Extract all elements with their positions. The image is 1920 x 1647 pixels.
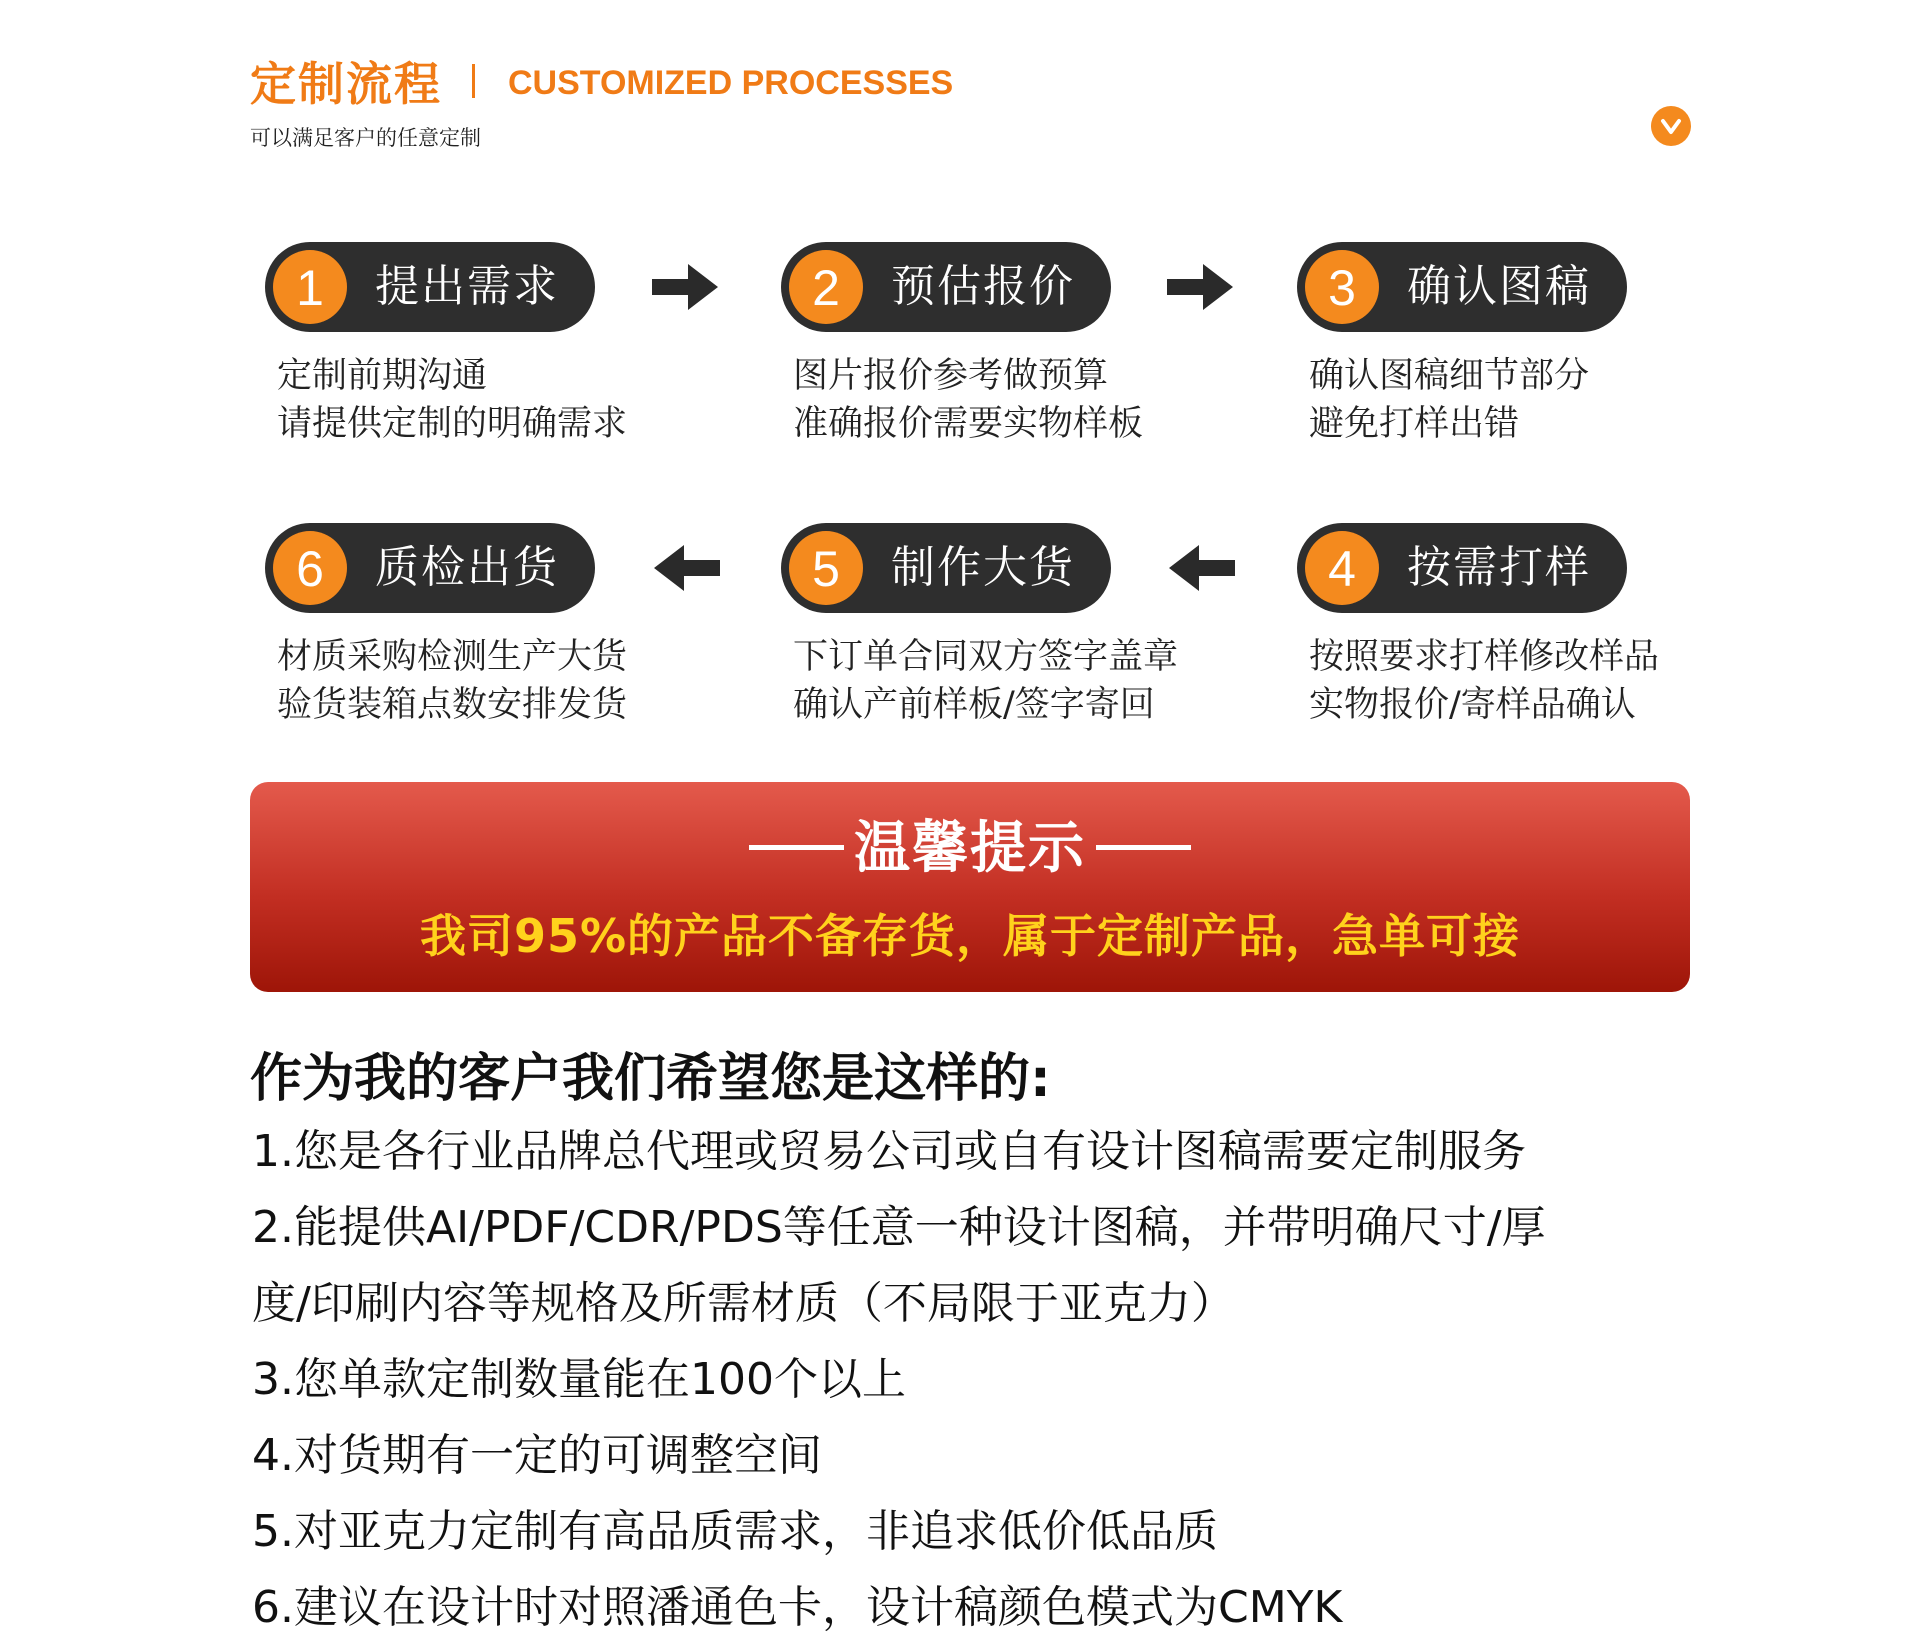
process-step-6 [265, 523, 645, 723]
step-pill [1297, 523, 1627, 613]
step-number: 4 [1305, 531, 1379, 605]
page-title-english: CUSTOMIZED PROCESSES [508, 64, 954, 102]
step-pill [1297, 242, 1627, 332]
arrow-left-icon [1167, 543, 1235, 593]
step-desc-line: 定制前期沟通 [277, 356, 488, 396]
step-desc-line: 避免打样出错 [1309, 404, 1520, 444]
step-desc-line: 实物报价/寄样品确认 [1309, 685, 1636, 725]
requirement-item: 1.您是各行业品牌总代理或贸易公司或自有设计图稿需要定制服务 [252, 1126, 1526, 1177]
step-number: 1 [273, 250, 347, 324]
step-description [1309, 633, 1659, 729]
process-step-5 [781, 523, 1179, 725]
step-desc-line: 请提供定制的明确需求 [277, 404, 628, 444]
section-header [250, 40, 1690, 160]
step-desc-line: 验货装箱点数安排发货 [277, 685, 628, 725]
step-pill [265, 242, 595, 332]
tip-title [250, 804, 1690, 884]
arrow-right-icon [652, 262, 720, 312]
step-desc-line: 下订单合同双方签字盖章 [793, 637, 1179, 677]
requirement-item: 3.您单款定制数量能在100个以上 [252, 1354, 906, 1405]
tip-title-text: 温馨提示 [854, 816, 1086, 881]
step-desc-line: 准确报价需要实物样板 [793, 404, 1144, 444]
step-description [793, 633, 1178, 729]
step-desc-line: 材质采购检测生产大货 [277, 637, 628, 677]
process-step-1 [265, 242, 645, 442]
step-label: 预估报价 [891, 261, 1075, 312]
step-label: 质检出货 [375, 542, 559, 593]
requirements-list [252, 1114, 1712, 1646]
step-label: 制作大货 [891, 542, 1075, 593]
step-number: 5 [789, 531, 863, 605]
tip-title-line-right [1096, 845, 1191, 850]
requirement-item: 6.建议在设计时对照潘通色卡，设计稿颜色模式为CMYK [252, 1582, 1343, 1633]
requirement-item: 度/印刷内容等规格及所需材质（不局限于亚克力） [252, 1278, 1235, 1329]
page-subtitle: 可以满足客户的任意定制 [250, 126, 481, 150]
step-description [277, 633, 627, 729]
step-number: 2 [789, 250, 863, 324]
step-desc-line: 确认图稿细节部分 [1309, 356, 1590, 396]
process-step-4 [1297, 523, 1677, 723]
step-label: 按需打样 [1407, 542, 1591, 593]
step-pill [265, 523, 595, 613]
arrow-right-icon [1167, 262, 1235, 312]
process-step-2 [781, 242, 1161, 442]
step-label: 确认图稿 [1407, 261, 1591, 312]
title-separator [472, 64, 475, 98]
tip-banner [250, 782, 1690, 992]
requirements-title: 作为我的客户我们希望您是这样的: [250, 1049, 1051, 1109]
requirement-item: 2.能提供AI/PDF/CDR/PDS等任意一种设计图稿，并带明确尺寸/厚 [252, 1202, 1546, 1253]
step-description [277, 352, 627, 448]
step-description [793, 352, 1143, 448]
arrow-left-icon [652, 543, 720, 593]
step-number: 6 [273, 531, 347, 605]
tip-title-line-left [749, 845, 844, 850]
step-desc-line: 按照要求打样修改样品 [1309, 637, 1660, 677]
step-desc-line: 确认产前样板/签字寄回 [793, 685, 1155, 725]
requirement-item: 4.对货期有一定的可调整空间 [252, 1430, 822, 1481]
tip-message: 我司95%的产品不备存货，属于定制产品，急单可接 [419, 909, 1521, 963]
step-desc-line: 图片报价参考做预算 [793, 356, 1109, 396]
step-pill [781, 242, 1111, 332]
process-step-3 [1297, 242, 1677, 442]
step-description [1309, 352, 1589, 448]
requirement-item: 5.对亚克力定制有高品质需求，非追求低价低品质 [252, 1506, 1218, 1557]
step-label: 提出需求 [375, 261, 559, 312]
chevron-down-circle-icon [1651, 106, 1691, 146]
page-title: 定制流程 [250, 57, 442, 111]
step-pill [781, 523, 1111, 613]
step-number: 3 [1305, 250, 1379, 324]
